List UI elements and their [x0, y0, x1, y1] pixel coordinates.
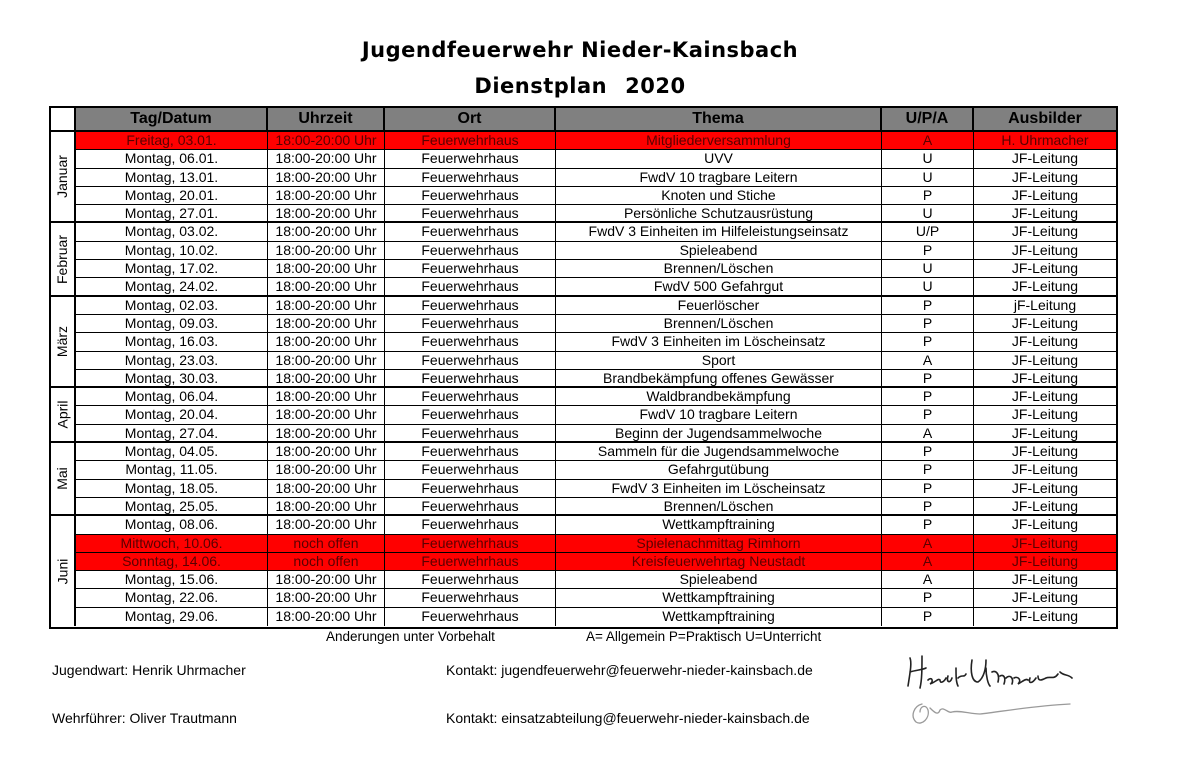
- cell-time: 18:00-20:00 Uhr: [268, 352, 385, 370]
- cell-thema: Kreisfeuerwehrtag Neustadt: [556, 553, 882, 571]
- cell-date: Montag, 04.05.: [76, 443, 268, 461]
- cell-time: 18:00-20:00 Uhr: [268, 333, 385, 351]
- cell-date: Montag, 11.05.: [76, 461, 268, 479]
- cell-date: Montag, 06.04.: [76, 388, 268, 406]
- cell-ort: Feuerwehrhaus: [385, 278, 556, 296]
- cell-upa: A: [882, 425, 974, 443]
- cell-upa: P: [882, 589, 974, 607]
- cell-thema: Gefahrgutübung: [556, 461, 882, 479]
- cell-ausbilder: H. Uhrmacher: [974, 132, 1116, 150]
- cell-ausbilder: JF-Leitung: [974, 571, 1116, 589]
- page-title: Jugendfeuerwehr Nieder-Kainsbach: [361, 38, 799, 62]
- cell-upa: A: [882, 132, 974, 150]
- cell-thema: Sammeln für die Jugendsammelwoche: [556, 443, 882, 461]
- cell-ausbilder: JF-Leitung: [974, 352, 1116, 370]
- cell-thema: Brandbekämpfung offenes Gewässer: [556, 370, 882, 388]
- cell-ausbilder: JF-Leitung: [974, 480, 1116, 498]
- cell-ausbilder: JF-Leitung: [1011, 607, 1079, 624]
- cell-upa: P: [882, 406, 974, 424]
- cell-upa: U: [882, 260, 974, 278]
- cell-time: 18:00-20:00 Uhr: [268, 480, 385, 498]
- cell-ausbilder: JF-Leitung: [974, 461, 1116, 479]
- cell-time: 18:00-20:00 Uhr: [268, 425, 385, 443]
- cell-date: Montag, 02.03.: [76, 297, 268, 315]
- cell-upa: U: [882, 150, 974, 168]
- footer-kontakt-jugend: Kontakt: jugendfeuerwehr@feuerwehr-nieder-kainsbach.de: [446, 662, 813, 678]
- cell-ort: Feuerwehrhaus: [385, 571, 556, 589]
- cell-ort: Feuerwehrhaus: [385, 260, 556, 278]
- cell-date: Sonntag, 14.06.: [76, 553, 268, 571]
- cell-time: 18:00-20:00 Uhr: [268, 370, 385, 388]
- footer-wehrfuehrer: Wehrführer: Oliver Trautmann: [52, 710, 237, 726]
- cell-upa: P: [882, 388, 974, 406]
- month-label: Februar: [54, 234, 70, 284]
- cell-thema: FwdV 3 Einheiten im Hilfeleistungseinsatz: [556, 223, 882, 241]
- cell-thema: Waldbrandbekämpfung: [556, 388, 882, 406]
- cell-ausbilder: JF-Leitung: [974, 425, 1116, 443]
- cell-ausbilder: JF-Leitung: [974, 150, 1116, 168]
- cell-upa: A: [882, 535, 974, 553]
- month-label: März: [54, 325, 70, 357]
- cell-ausbilder: JF-Leitung: [974, 406, 1116, 424]
- header-ort: Ort: [385, 108, 556, 132]
- cell-ort: Feuerwehrhaus: [385, 608, 556, 626]
- cell-ort: Feuerwehrhaus: [385, 150, 556, 168]
- cell-time: 18:00-20:00 Uhr: [268, 388, 385, 406]
- cell-ausbilder: JF-Leitung: [974, 223, 1116, 241]
- cell-thema: Wettkampftraining: [556, 589, 882, 607]
- cell-upa: A: [882, 553, 974, 571]
- month-label-cell: [51, 388, 76, 443]
- schedule-table: [49, 106, 1118, 629]
- cell-date: Montag, 03.02.: [76, 223, 268, 241]
- cell-ort: Feuerwehrhaus: [385, 223, 556, 241]
- cell-time: 18:00-20:00 Uhr: [268, 443, 385, 461]
- cell-upa: P: [882, 242, 974, 260]
- cell-ort: Feuerwehrhaus: [385, 205, 556, 223]
- cell-ausbilder: JF-Leitung: [974, 388, 1116, 406]
- cell-ort: Feuerwehrhaus: [385, 406, 556, 424]
- cell-date: Montag, 25.05.: [76, 498, 268, 516]
- cell-time: 18:00-20:00 Uhr: [268, 242, 385, 260]
- cell-ort: Feuerwehrhaus: [385, 370, 556, 388]
- cell-ausbilder: JF-Leitung: [974, 260, 1116, 278]
- header-corner-cell: [51, 108, 76, 132]
- cell-ort: Feuerwehrhaus: [385, 443, 556, 461]
- cell-thema: Persönliche Schutzausrüstung: [556, 205, 882, 223]
- cell-thema: Mitgliederversammlung: [556, 132, 882, 150]
- cell-time: 18:00-20:00 Uhr: [268, 150, 385, 168]
- cell-time: noch offen: [268, 535, 385, 553]
- cell-ort: Feuerwehrhaus: [385, 516, 556, 534]
- cell-date: Montag, 09.03.: [76, 315, 268, 333]
- header-upa: U/P/A: [882, 108, 974, 132]
- cell-time: noch offen: [268, 553, 385, 571]
- cell-ausbilder: jF-Leitung: [974, 297, 1116, 315]
- cell-time: 18:00-20:00 Uhr: [268, 516, 385, 534]
- month-label: April: [54, 400, 71, 429]
- cell-thema: Brennen/Löschen: [556, 315, 882, 333]
- cell-time: 18:00-20:00 Uhr: [268, 169, 385, 187]
- month-label-cell: [51, 223, 76, 296]
- cell-ort: Feuerwehrhaus: [385, 242, 556, 260]
- cell-date: Montag, 29.06.: [76, 608, 268, 626]
- cell-date: Montag, 20.04.: [76, 406, 268, 424]
- cell-upa: P: [882, 443, 974, 461]
- cell-ausbilder: JF-Leitung: [974, 535, 1116, 553]
- cell-ort: Feuerwehrhaus: [385, 132, 556, 150]
- subtitle-text: Dienstplan: [474, 74, 608, 98]
- cell-ort: Feuerwehrhaus: [385, 589, 556, 607]
- cell-date: Freitag, 03.01.: [76, 132, 268, 150]
- cell-ort: Feuerwehrhaus: [385, 461, 556, 479]
- cell-upa: P: [882, 187, 974, 205]
- month-label-cell: [51, 132, 76, 223]
- cell-date: Montag, 23.03.: [76, 352, 268, 370]
- cell-date: Montag, 30.03.: [76, 370, 268, 388]
- footer-kontakt-einsatz: Kontakt: einsatzabteilung@feuerwehr-nieder-kainsbach.de: [446, 710, 810, 726]
- cell-thema: Spielenachmittag Rimhorn: [556, 535, 882, 553]
- cell-ort: Feuerwehrhaus: [385, 297, 556, 315]
- header-ausbilder: Ausbilder: [974, 108, 1116, 132]
- page-subtitle: [0, 74, 1160, 98]
- cell-ausbilder: JF-Leitung: [974, 443, 1116, 461]
- cell-thema: Brennen/Löschen: [556, 260, 882, 278]
- cell-date: Montag, 22.06.: [76, 589, 268, 607]
- cell-ort: Feuerwehrhaus: [385, 315, 556, 333]
- cell-ausbilder: JF-Leitung: [974, 205, 1116, 223]
- cell-time: 18:00-20:00 Uhr: [268, 315, 385, 333]
- cell-date: Montag, 27.01.: [76, 205, 268, 223]
- cell-upa: A: [882, 571, 974, 589]
- cell-time: 18:00-20:00 Uhr: [268, 132, 385, 150]
- cell-thema: Wettkampftraining: [556, 608, 882, 626]
- cell-date: Montag, 17.02.: [76, 260, 268, 278]
- cell-date: Montag, 16.03.: [76, 333, 268, 351]
- cell-thema: UVV: [556, 150, 882, 168]
- cell-ort: Feuerwehrhaus: [385, 352, 556, 370]
- cell-thema: Beginn der Jugendsammelwoche: [556, 425, 882, 443]
- subtitle-year: 2020: [625, 74, 686, 98]
- month-label-cell: [51, 297, 76, 388]
- cell-ausbilder: JF-Leitung: [974, 278, 1116, 296]
- cell-thema: Spieleabend: [556, 571, 882, 589]
- cell-time: 18:00-20:00 Uhr: [268, 406, 385, 424]
- cell-date: Montag, 24.02.: [76, 278, 268, 296]
- cell-time: 18:00-20:00 Uhr: [268, 278, 385, 296]
- cell-time: 18:00-20:00 Uhr: [268, 608, 385, 626]
- cell-ort: Feuerwehrhaus: [385, 333, 556, 351]
- month-label: Mai: [54, 467, 70, 490]
- cell-ort: Feuerwehrhaus: [385, 388, 556, 406]
- cell-thema: Knoten und Stiche: [556, 187, 882, 205]
- cell-ausbilder: JF-Leitung: [974, 553, 1116, 571]
- cell-ort: Feuerwehrhaus: [385, 553, 556, 571]
- cell-upa: P: [882, 480, 974, 498]
- footer-jugendwart: Jugendwart: Henrik Uhrmacher: [52, 662, 246, 678]
- cell-thema: FwdV 10 tragbare Leitern: [556, 406, 882, 424]
- cell-date: Montag, 10.02.: [76, 242, 268, 260]
- cell-upa: U: [882, 169, 974, 187]
- cell-upa: P: [882, 608, 974, 626]
- cell-time: 18:00-20:00 Uhr: [268, 223, 385, 241]
- cell-thema: Wettkampftraining: [556, 516, 882, 534]
- cell-ausbilder: JF-Leitung: [974, 498, 1116, 516]
- cell-date: Montag, 06.01.: [76, 150, 268, 168]
- cell-time: 18:00-20:00 Uhr: [268, 589, 385, 607]
- cell-ausbilder: JF-Leitung: [974, 333, 1116, 351]
- cell-upa: P: [882, 516, 974, 534]
- cell-upa: P: [882, 461, 974, 479]
- cell-date: Montag, 15.06.: [76, 571, 268, 589]
- cell-ausbilder: JF-Leitung: [974, 516, 1116, 534]
- signature-image: [900, 648, 1090, 738]
- cell-ort: Feuerwehrhaus: [385, 187, 556, 205]
- cell-upa: A: [882, 352, 974, 370]
- cell-thema: FwdV 3 Einheiten im Löscheinsatz: [556, 333, 882, 351]
- cell-time: 18:00-20:00 Uhr: [268, 205, 385, 223]
- cell-date: Montag, 08.06.: [76, 516, 268, 534]
- cell-upa: U: [882, 205, 974, 223]
- cell-upa: P: [882, 498, 974, 516]
- month-label: Juni: [54, 558, 70, 584]
- cell-thema: FwdV 500 Gefahrgut: [556, 278, 882, 296]
- cell-time: 18:00-20:00 Uhr: [268, 297, 385, 315]
- note-vorbehalt: Anderungen unter Vorbehalt: [326, 629, 495, 644]
- cell-upa: U/P: [882, 223, 974, 241]
- cell-ausbilder: JF-Leitung: [974, 370, 1116, 388]
- cell-date: Mittwoch, 10.06.: [76, 535, 268, 553]
- cell-thema: Brennen/Löschen: [556, 498, 882, 516]
- cell-date: Montag, 18.05.: [76, 480, 268, 498]
- cell-time: 18:00-20:00 Uhr: [268, 187, 385, 205]
- cell-ausbilder: JF-Leitung: [974, 169, 1116, 187]
- cell-time: 18:00-20:00 Uhr: [268, 571, 385, 589]
- header-tag-datum: Tag/Datum: [76, 108, 268, 132]
- cell-date: Montag, 20.01.: [76, 187, 268, 205]
- month-label-cell: [51, 516, 76, 626]
- cell-ort: Feuerwehrhaus: [385, 535, 556, 553]
- cell-date: Montag, 13.01.: [76, 169, 268, 187]
- cell-upa: P: [882, 370, 974, 388]
- cell-time: 18:00-20:00 Uhr: [268, 498, 385, 516]
- cell-time: 18:00-20:00 Uhr: [268, 260, 385, 278]
- cell-upa: U: [882, 278, 974, 296]
- cell-ort: Feuerwehrhaus: [385, 169, 556, 187]
- cell-ausbilder: JF-Leitung: [974, 315, 1116, 333]
- cell-thema: FwdV 10 tragbare Leitern: [556, 169, 882, 187]
- header-thema: Thema: [556, 108, 882, 132]
- cell-thema: Sport: [556, 352, 882, 370]
- cell-time: 18:00-20:00 Uhr: [268, 461, 385, 479]
- cell-ort: Feuerwehrhaus: [385, 480, 556, 498]
- month-label-cell: [51, 443, 76, 516]
- cell-upa: P: [882, 333, 974, 351]
- header-uhrzeit: Uhrzeit: [268, 108, 385, 132]
- cell-ort: Feuerwehrhaus: [385, 498, 556, 516]
- cell-thema: FwdV 3 Einheiten im Löscheinsatz: [556, 480, 882, 498]
- note-legend: A= Allgemein P=Praktisch U=Unterricht: [586, 629, 822, 644]
- cell-thema: Feuerlöscher: [556, 297, 882, 315]
- cell-upa: P: [882, 297, 974, 315]
- month-label: Januar: [54, 155, 70, 199]
- cell-ausbilder: JF-Leitung: [974, 187, 1116, 205]
- cell-date: Montag, 27.04.: [76, 425, 268, 443]
- cell-upa: P: [882, 315, 974, 333]
- cell-ausbilder: JF-Leitung: [974, 589, 1116, 607]
- cell-ausbilder: JF-Leitung: [974, 242, 1116, 260]
- cell-thema: Spieleabend: [556, 242, 882, 260]
- cell-ort: Feuerwehrhaus: [385, 425, 556, 443]
